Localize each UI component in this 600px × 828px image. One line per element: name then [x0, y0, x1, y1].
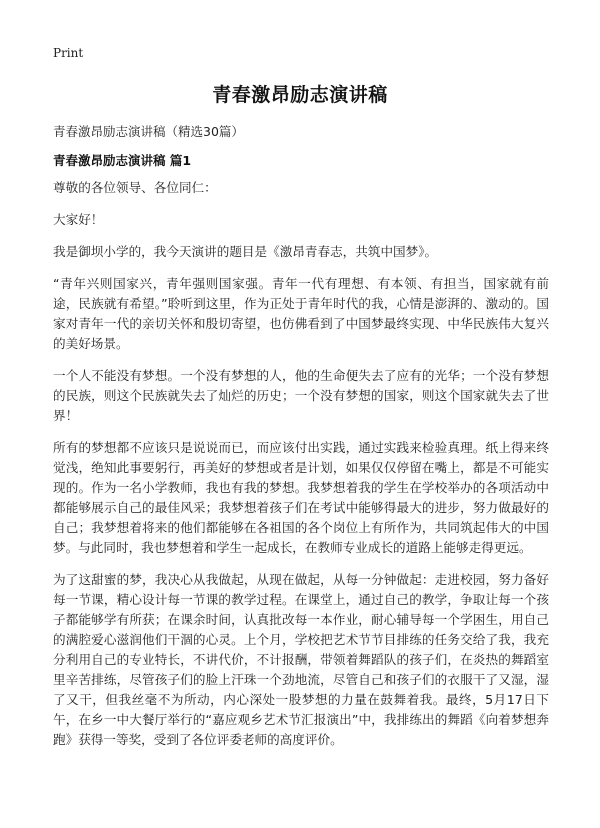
document-subtitle: 青春激昂励志演讲稿（精选30篇） [53, 124, 244, 139]
section-heading: 青春激昂励志演讲稿 篇1 [53, 153, 192, 168]
body-paragraph: 为了这甜蜜的梦，我决心从我做起，从现在做起，从每一分钟做起：走进校园，努力备好每一节课，精心设计每一节课的教学过程。在课堂上，通过自己的教学，争取让每一个孩子都能够学有所获；在课余时间，认真批改每一本作业，耐心辅导每一个学困生，用自己的满腔爱心滋润他们干涸的心灵。上个月，学校把艺术节节目排练的任务交给了我，我充分利用自己的专业特长，不讲代价，不计报酬，带领着舞蹈队的孩子们，在炎热的舞蹈室里辛苦排练，尽管孩子们的脸上汗珠一个劲地流，尽管自己和孩子们的衣服干了又湿，湿了又干，但我丝毫不为所动，内心深处一股梦想的力量在鼓舞着我。最终，5月17日下午，在乡一中大餐厅举行的“嘉应观乡艺术节汇报演出”中，我排练出的舞蹈《向着梦想奔跑》获得一等奖，受到了各位评委老师的高度评价。 [53, 572, 549, 747]
body-paragraph: “青年兴则国家兴，青年强则国家强。青年一代有理想、有本领、有担当，国家就有前途，民族就有希望。”聆听到这里，作为正处于青年时代的我，心情是澎湃的、激动的。国家对青年一代的亲切关怀和殷切寄望，也仿佛看到了中国梦最终实现、中华民族伟大复兴的美好场景。 [53, 276, 549, 351]
document-title: 青春激昂励志演讲稿 [212, 84, 388, 106]
salutation-paragraph: 尊敬的各位领导、各位同仁： [53, 180, 217, 195]
body-paragraph: 一个人不能没有梦想。一个没有梦想的人，他的生命便失去了应有的光华；一个没有梦想的民族，则这个民族就失去了灿烂的历史；一个没有梦想的国家，则这个国家就失去了世界！ [53, 368, 549, 423]
print-label: Print [53, 46, 84, 60]
body-paragraph: 所有的梦想都不应该只是说说而已，而应该付出实践，通过实践来检验真理。纸上得来终觉浅，绝知此事要躬行，再美好的梦想或者是计划，如果仅仅停留在嘴上，都是不可能实现的。作为一名小学教师，我也有我的梦想。我梦想着我的学生在学校举办的各项活动中都能够展示自己的最佳风采；我梦想着孩子们在考试中能够得最大的进步，努力做最好的自己；我梦想着将来的他们都能够在各祖国的各个岗位上有所作为，共同筑起伟大的中国梦。与此同时，我也梦想着和学生一起成长，在教师专业成长的道路上能够走得更远。 [53, 440, 549, 555]
document-body [53, 178, 549, 762]
intro-paragraph: 我是御坝小学的，我今天演讲的题目是《激昂青春志，共筑中国梦》。 [53, 244, 438, 259]
greeting-paragraph: 大家好！ [53, 212, 104, 227]
